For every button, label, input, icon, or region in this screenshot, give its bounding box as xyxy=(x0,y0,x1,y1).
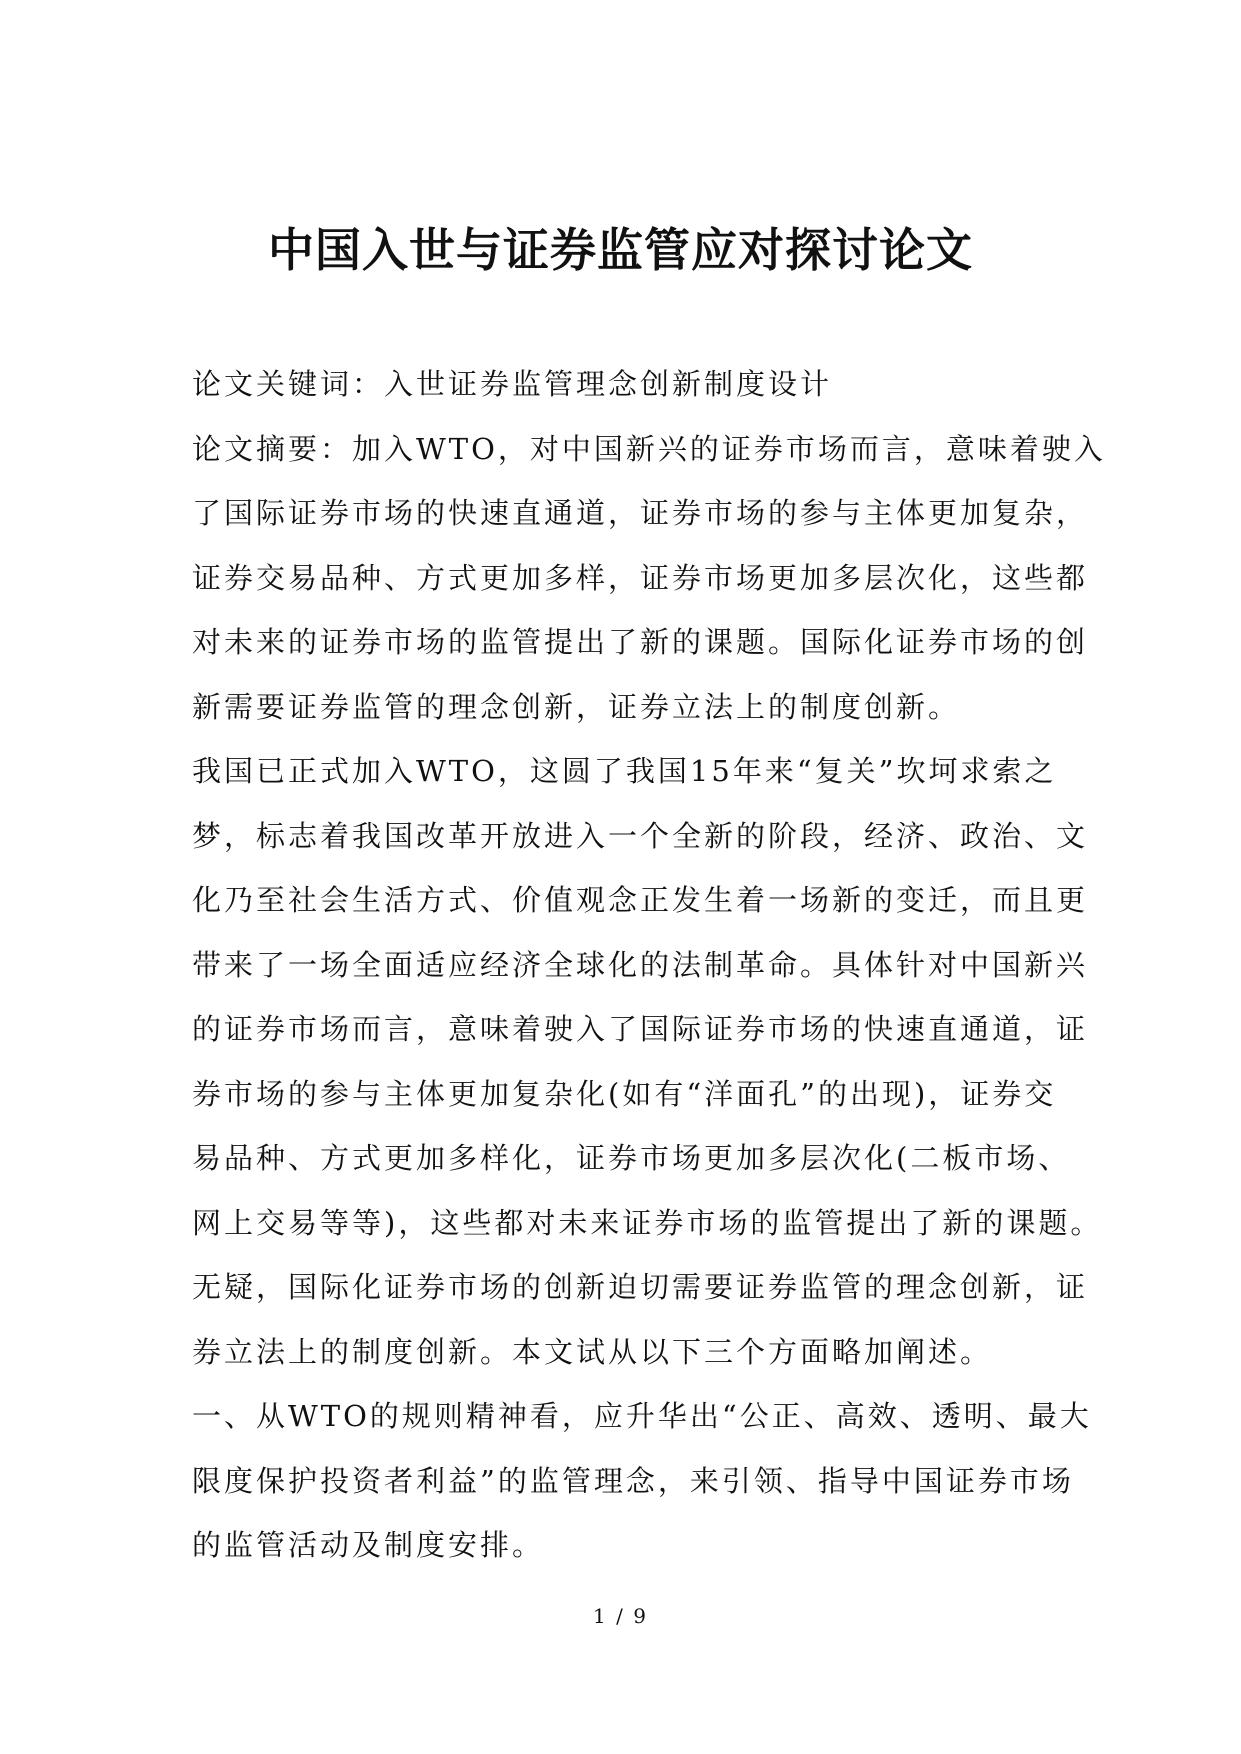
document-body xyxy=(192,352,1106,1578)
abstract-line: 新需要证券监管的理念创新，证券立法上的制度创新。 xyxy=(192,689,961,724)
page-number: 1 / 9 xyxy=(593,1604,648,1628)
abstract-line: 对未来的证券市场的监管提出了新的课题。国际化证券市场的创 xyxy=(192,625,1089,659)
abstract-line: 论文摘要：加入WTO，对中国新兴的证券市场而言，意味着驶入 xyxy=(192,431,1106,466)
paragraph-line: 梦，标志着我国改革开放进入一个全新的阶段，经济、政治、文 xyxy=(192,818,1089,853)
paragraph-line: 券立法上的制度创新。本文试从以下三个方面略加阐述。 xyxy=(192,1334,993,1369)
paragraph-line: 易品种、方式更加多样化，证券市场更加多层次化(二板市场、 xyxy=(192,1141,1071,1175)
paragraph-line: 无疑，国际化证券市场的创新迫切需要证券监管的理念创新，证 xyxy=(192,1270,1089,1304)
abstract-line: 证券交易品种、方式更加多样，证券市场更加多层次化，这些都 xyxy=(192,560,1089,595)
paragraph-line: 化乃至社会生活方式、价值观念正发生着一场新的变迁，而且更 xyxy=(192,883,1089,917)
paragraph-line: 的证券市场而言，意味着驶入了国际证券市场的快速直通道，证 xyxy=(192,1012,1089,1046)
document-title: 中国入世与证券监管应对探讨论文 xyxy=(268,223,973,277)
paragraph-line: 网上交易等等)，这些都对未来证券市场的监管提出了新的课题。 xyxy=(192,1205,1103,1240)
section-heading-line: 一、从WTO的规则精神看，应升华出“公正、高效、透明、最大 xyxy=(192,1399,1092,1433)
section-heading-line: 的监管活动及制度安排。 xyxy=(192,1528,545,1562)
keywords-line: 论文关键词：入世证券监管理念创新制度设计 xyxy=(192,367,833,401)
abstract-line: 了国际证券市场的快速直通道，证券市场的参与主体更加复杂， xyxy=(192,496,1089,530)
section-heading-line: 限度保护投资者利益”的监管理念，来引领、指导中国证券市场 xyxy=(192,1463,1074,1498)
paragraph-line: 带来了一场全面适应经济全球化的法制革命。具体针对中国新兴 xyxy=(192,947,1089,982)
paragraph-line: 我国已正式加入WTO，这圆了我国15年来“复关”坎坷求索之 xyxy=(192,754,1057,788)
paragraph-line: 券市场的参与主体更加复杂化(如有“洋面孔”的出现)，证券交 xyxy=(192,1076,1057,1111)
